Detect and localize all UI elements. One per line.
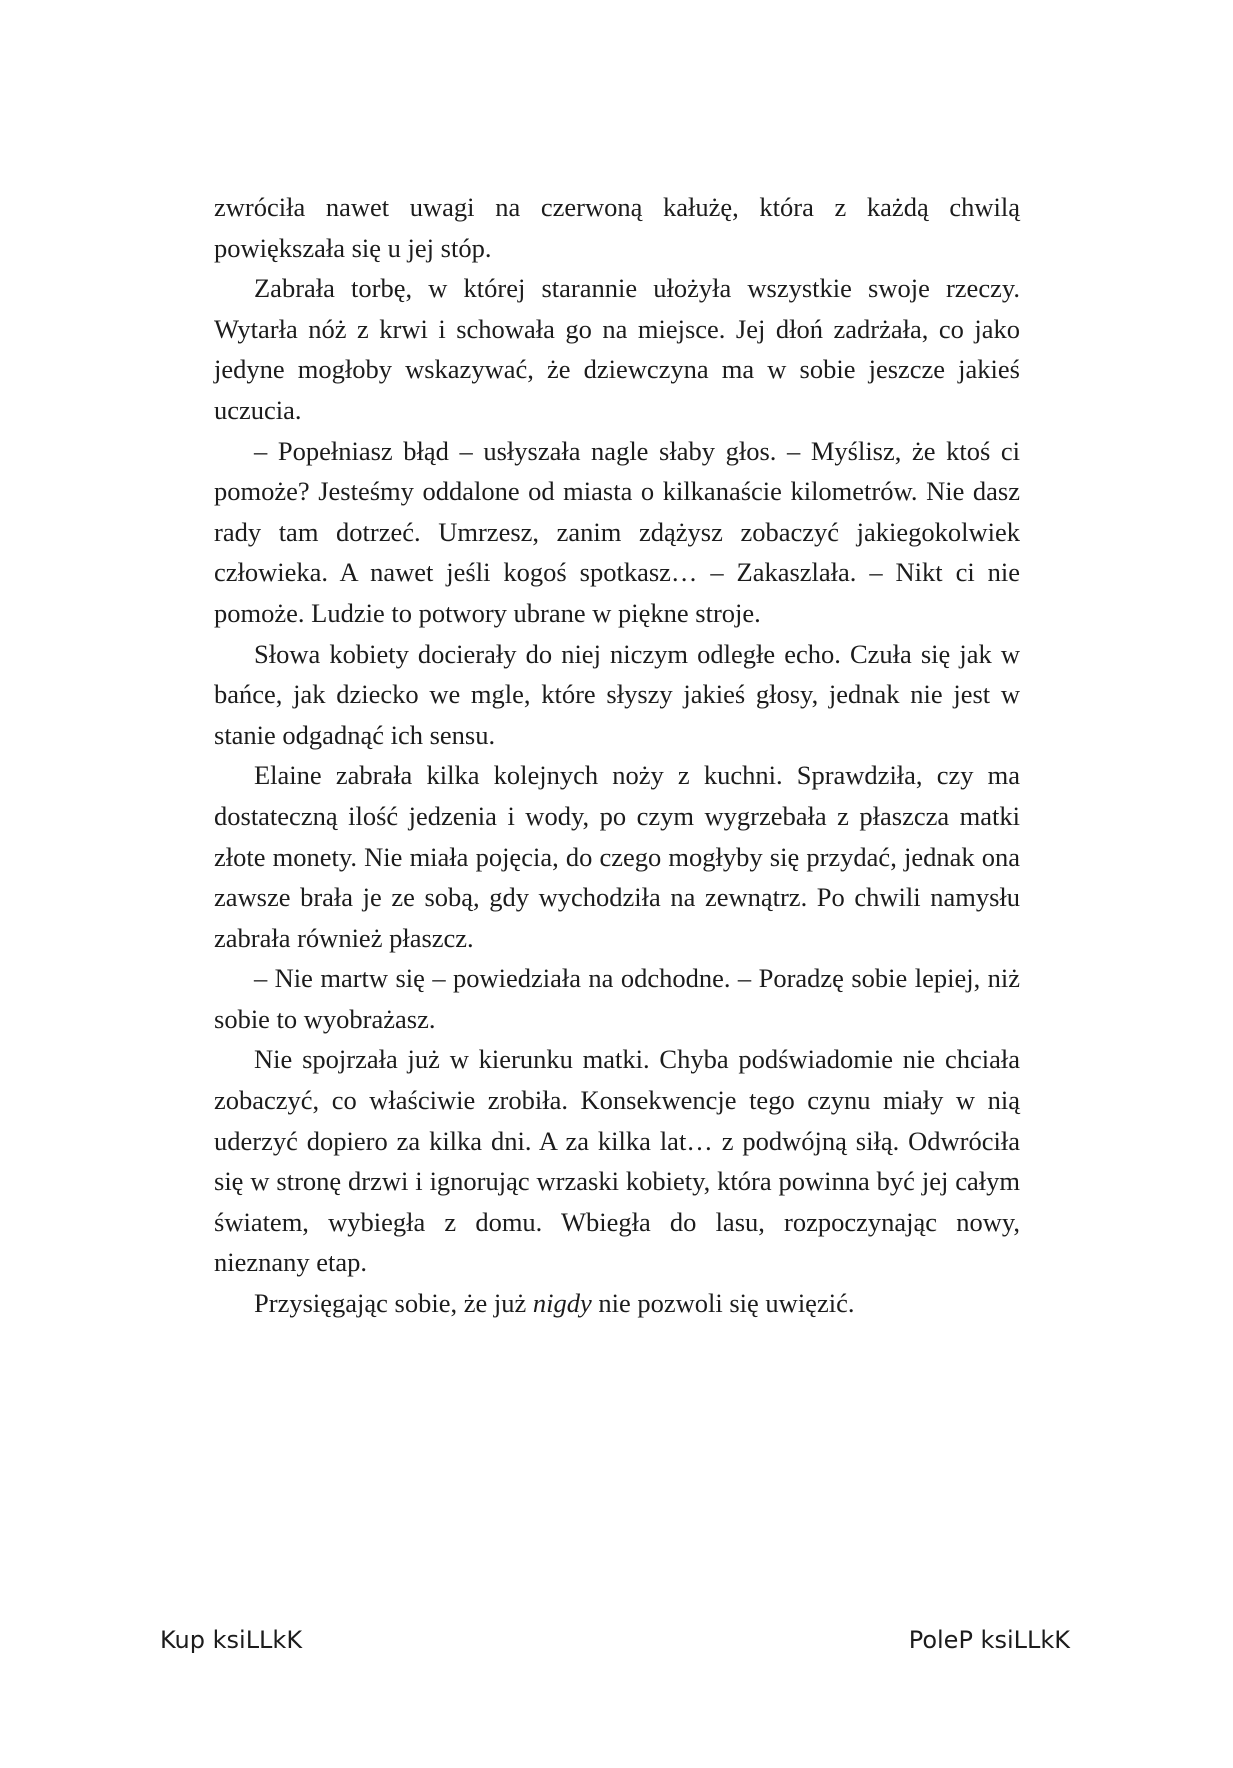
paragraph-8-end: nie pozwoli się uwięzić. bbox=[591, 1288, 855, 1319]
paragraph-8-emphasis: nigdy bbox=[532, 1288, 592, 1319]
paragraph-2: Zabrała torbę, w której starannie ułożyła wszystkie swoje rzeczy. Wytarła nóż z krwi i schowała go na miejsce. Jej dłoń zadrżała, co jako jedyne mogłoby wskazywać, że dziewczyna ma w sobie jeszcze jakieś uczucia. bbox=[214, 273, 1020, 425]
paragraph-5: Elaine zabrała kilka kolejnych noży z kuchni. Sprawdziła, czy ma dostateczną ilość jedzenia i wody, po czym wygrzebała z płaszcza matki złote monety. Nie miała pojęcia, do czego mogłyby się przydać, jednak ona zawsze brała je ze sobą, gdy wychodziła na zewnątrz. Po chwili namysłu zabrała również płaszcz. bbox=[214, 760, 1020, 953]
paragraph-7: Nie spojrzała już w kierunku matki. Chyba podświadomie nie chciała zobaczyć, co właściwie zrobiła. Konsekwencje tego czynu miały w nią uderzyć dopiero za kilka dni. A za kilka lat… z podwójną siłą. Odwróciła się w stronę drzwi i ignorując wrzaski kobiety, która powinna być jej całym światem, wybiegła z domu. Wbiegła do lasu, rozpoczynając nowy, nieznany etap. bbox=[214, 1044, 1020, 1278]
paragraph-8 bbox=[214, 1283, 1020, 1324]
buy-book-link[interactable]: Kup ksiLLkK bbox=[160, 1626, 303, 1654]
paragraph-3: – Popełniasz błąd – usłyszała nagle słaby głos. – Myślisz, że ktoś ci pomoże? Jesteśmy oddalone od miasta o kilkanaście kilometrów. Nie dasz rady tam dotrzeć. Umrzesz, zanim zdążysz zobaczyć jakiegokolwiek człowieka. A nawet jeśli kogoś spotkasz… – Zakaszlała. – Nikt ci nie pomoże. Ludzie to potwory ubrane w piękne stroje. bbox=[214, 435, 1020, 628]
paragraph-6: – Nie martw się – powiedziała na odchodne. – Poradzę sobie lepiej, niż sobie to wyobrażasz. bbox=[214, 963, 1020, 1034]
page-body-text bbox=[214, 187, 1020, 1324]
paragraph-1: zwróciła nawet uwagi na czerwoną kałużę, która z każdą chwilą powiększała się u jej stóp. bbox=[214, 192, 1020, 263]
recommend-book-link[interactable]: PoleP ksiLLkK bbox=[908, 1626, 1070, 1654]
paragraph-8-start: Przysięgając sobie, że już bbox=[254, 1288, 533, 1319]
paragraph-4: Słowa kobiety docierały do niej niczym odległe echo. Czuła się jak w bańce, jak dziecko we mgle, które słyszy jakieś głosy, jednak nie jest w stanie odgadnąć ich sensu. bbox=[214, 638, 1020, 750]
